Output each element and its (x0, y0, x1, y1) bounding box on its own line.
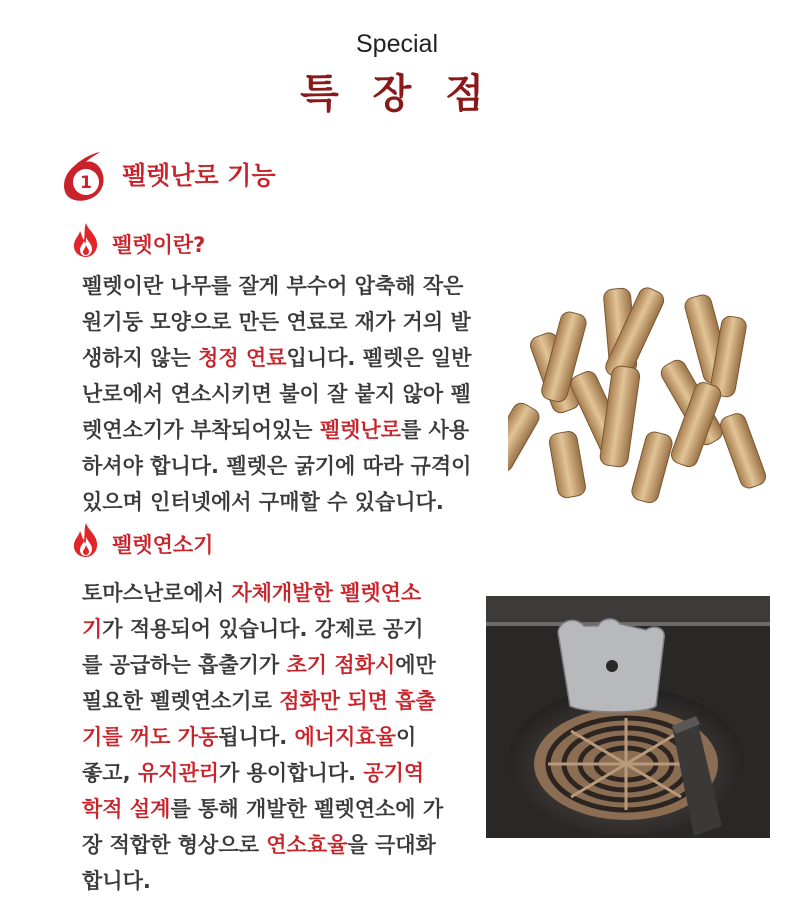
text-line (82, 863, 443, 899)
highlight-text: 연소효율 (266, 833, 348, 857)
text-line (82, 719, 443, 755)
text-line (82, 376, 471, 412)
text-line (82, 304, 471, 340)
page-title: 특 장 점 (300, 71, 494, 117)
text-line (82, 647, 443, 683)
pellet-burner-image (486, 596, 770, 838)
section-number: 1 (80, 173, 92, 193)
text-line (82, 575, 443, 611)
flame-icon (68, 522, 104, 558)
body-text: 있으며 인터넷에서 구매할 수 있습니다. (82, 490, 444, 514)
body-text: 난로에서 연소시키면 불이 잘 붙지 않아 펠 (82, 382, 471, 406)
body-text: 에만 (395, 653, 436, 677)
text-line (82, 683, 443, 719)
body-text: 장 적합한 형상으로 (82, 833, 267, 857)
body-text: 을 극대화 (347, 833, 436, 857)
highlight-text: 초기 점화시 (286, 653, 396, 677)
wood-pellets-image (508, 270, 770, 510)
body-text: 가 적용되어 있습니다. 강제로 공기 (102, 617, 424, 641)
highlight-text: 기 (82, 617, 103, 641)
body-text: 를 통해 개발한 펠렛연소에 가 (170, 797, 444, 821)
text-line (82, 340, 471, 376)
body-text: 됩니다. (218, 725, 295, 749)
section-title: 펠렛난로 기능 (122, 161, 276, 190)
special-label: Special (356, 30, 438, 58)
body-text: 를 사용 (400, 418, 470, 442)
body-text: 원기둥 모양으로 만든 연료로 재가 거의 발 (82, 310, 471, 334)
body-text: 가 용이합니다. (219, 761, 364, 785)
body-text: 렛연소기가 부착되어있는 (82, 418, 320, 442)
body-text: 합니다. (82, 869, 151, 893)
body-text: 토마스난로에서 (82, 581, 232, 605)
text-line (82, 827, 443, 863)
subsection-title-pellet: 펠렛이란? (112, 233, 206, 257)
text-line (82, 268, 471, 304)
highlight-text: 기를 꺼도 가동 (82, 725, 219, 749)
highlight-text: 공기역 (363, 761, 425, 785)
subsection-title-burner: 펠렛연소기 (112, 533, 214, 557)
body-text: 이 (395, 725, 417, 749)
pellet-description (82, 268, 471, 520)
text-line (82, 611, 443, 647)
text-line (82, 791, 443, 827)
flame-icon (68, 222, 104, 258)
highlight-text: 학적 설계 (82, 797, 171, 821)
body-text: 를 공급하는 흡출기가 (82, 653, 287, 677)
text-line (82, 448, 471, 484)
body-text: 입니다. 펠렛은 일반 (286, 346, 472, 370)
body-text: 하셔야 합니다. 펠렛은 굵기에 따라 규격이 (82, 454, 472, 478)
highlight-text: 에너지효율 (294, 725, 396, 749)
highlight-text: 점화만 되면 흡출 (279, 689, 436, 713)
highlight-text: 자체개발한 펠렛연소 (231, 581, 422, 605)
text-line (82, 755, 443, 791)
body-text: 좋고, (82, 761, 138, 785)
body-text: 생하지 않는 (82, 346, 199, 370)
highlight-text: 청정 연료 (198, 346, 287, 370)
burner-description (82, 575, 443, 899)
text-line (82, 412, 471, 448)
body-text: 펠렛이란 나무를 잘게 부수어 압축해 작은 (82, 274, 464, 298)
section-number-badge-icon (62, 150, 108, 202)
text-line (82, 484, 471, 520)
highlight-text: 유지관리 (137, 761, 220, 785)
body-text: 필요한 펠렛연소기로 (82, 689, 280, 713)
highlight-text: 펠렛난로 (319, 418, 401, 442)
